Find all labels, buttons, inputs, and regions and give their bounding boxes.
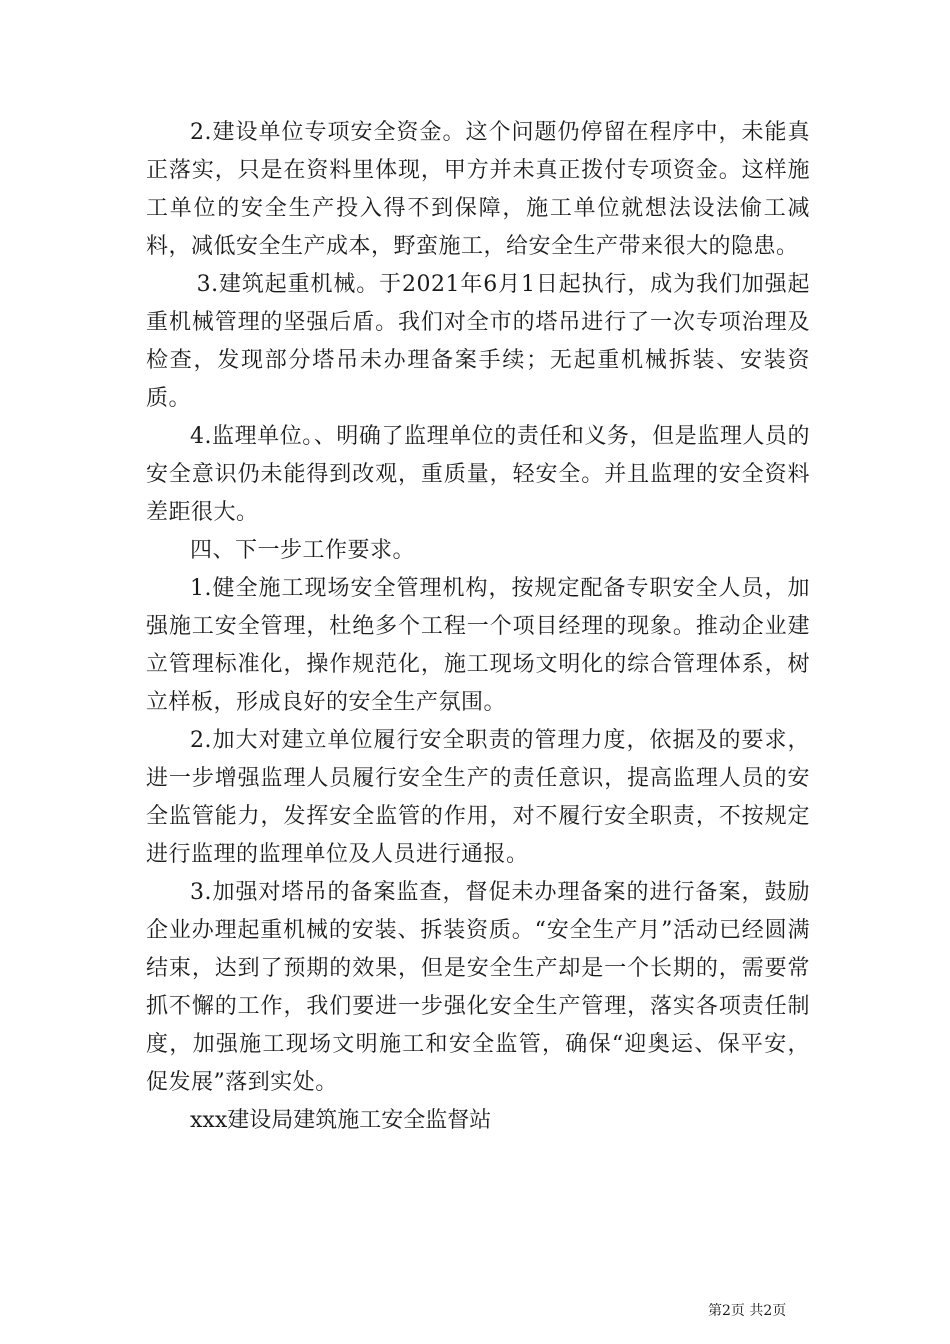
paragraph-requirement-3: 3.加强对塔吊的备案监查，督促未办理备案的进行备案，鼓励企业办理起重机械的安装、拆装资质。“安全生产月”活动已经圆满结束，达到了预期的效果，但是安全生产却是一个长期的，需要常抓不懈的工作，我们要进一步强化安全生产管理，落实各项责任制度，加强施工现场文明施工和安全监管，确保“迎奥运、保平安，促发展”落到实处。	[146, 880, 810, 1095]
signature-line: xxx建设局建筑施工安全监督站	[190, 1108, 492, 1133]
paragraph-funds: 2.建设单位专项安全资金。这个问题仍停留在程序中，未能真正落实，只是在资料里体现，甲方并未真正拨付专项资金。这样施工单位的安全生产投入得不到保障，施工单位就想法设法偷工减料，减低安全生产成本，野蛮施工，给安全生产带来很大的隐患。	[146, 120, 810, 259]
paragraph-requirement-2: 2.加大对建立单位履行安全职责的管理力度，依据及的要求，进一步增强监理人员履行安全生产的责任意识，提高监理人员的安全监管能力，发挥安全监管的作用，对不履行安全职责，不按规定进行监理的监理单位及人员进行通报。	[146, 728, 810, 867]
paragraph-supervision-unit: 4.监理单位。、明确了监理单位的责任和义务，但是监理人员的安全意识仍未能得到改观，重质量，轻安全。并且监理的安全资料差距很大。	[146, 424, 810, 525]
page-number: 第2页 共2页	[708, 1303, 787, 1319]
document-body	[146, 114, 810, 1140]
paragraph-requirement-1: 1.健全施工现场安全管理机构，按规定配备专职安全人员，加强施工安全管理，杜绝多个工程一个项目经理的现象。推动企业建立管理标准化，操作规范化，施工现场文明化的综合管理体系，树立样板，形成良好的安全生产氛围。	[146, 576, 810, 715]
paragraph-lifting-machinery: 3.建筑起重机械。于2021年6月1日起执行，成为我们加强起重机械管理的坚强后盾。我们对全市的塔吊进行了一次专项治理及检查，发现部分塔吊未办理备案手续；无起重机械拆装、安装资质。	[146, 272, 810, 411]
section-heading-next-steps: 四、下一步工作要求。	[190, 538, 416, 563]
